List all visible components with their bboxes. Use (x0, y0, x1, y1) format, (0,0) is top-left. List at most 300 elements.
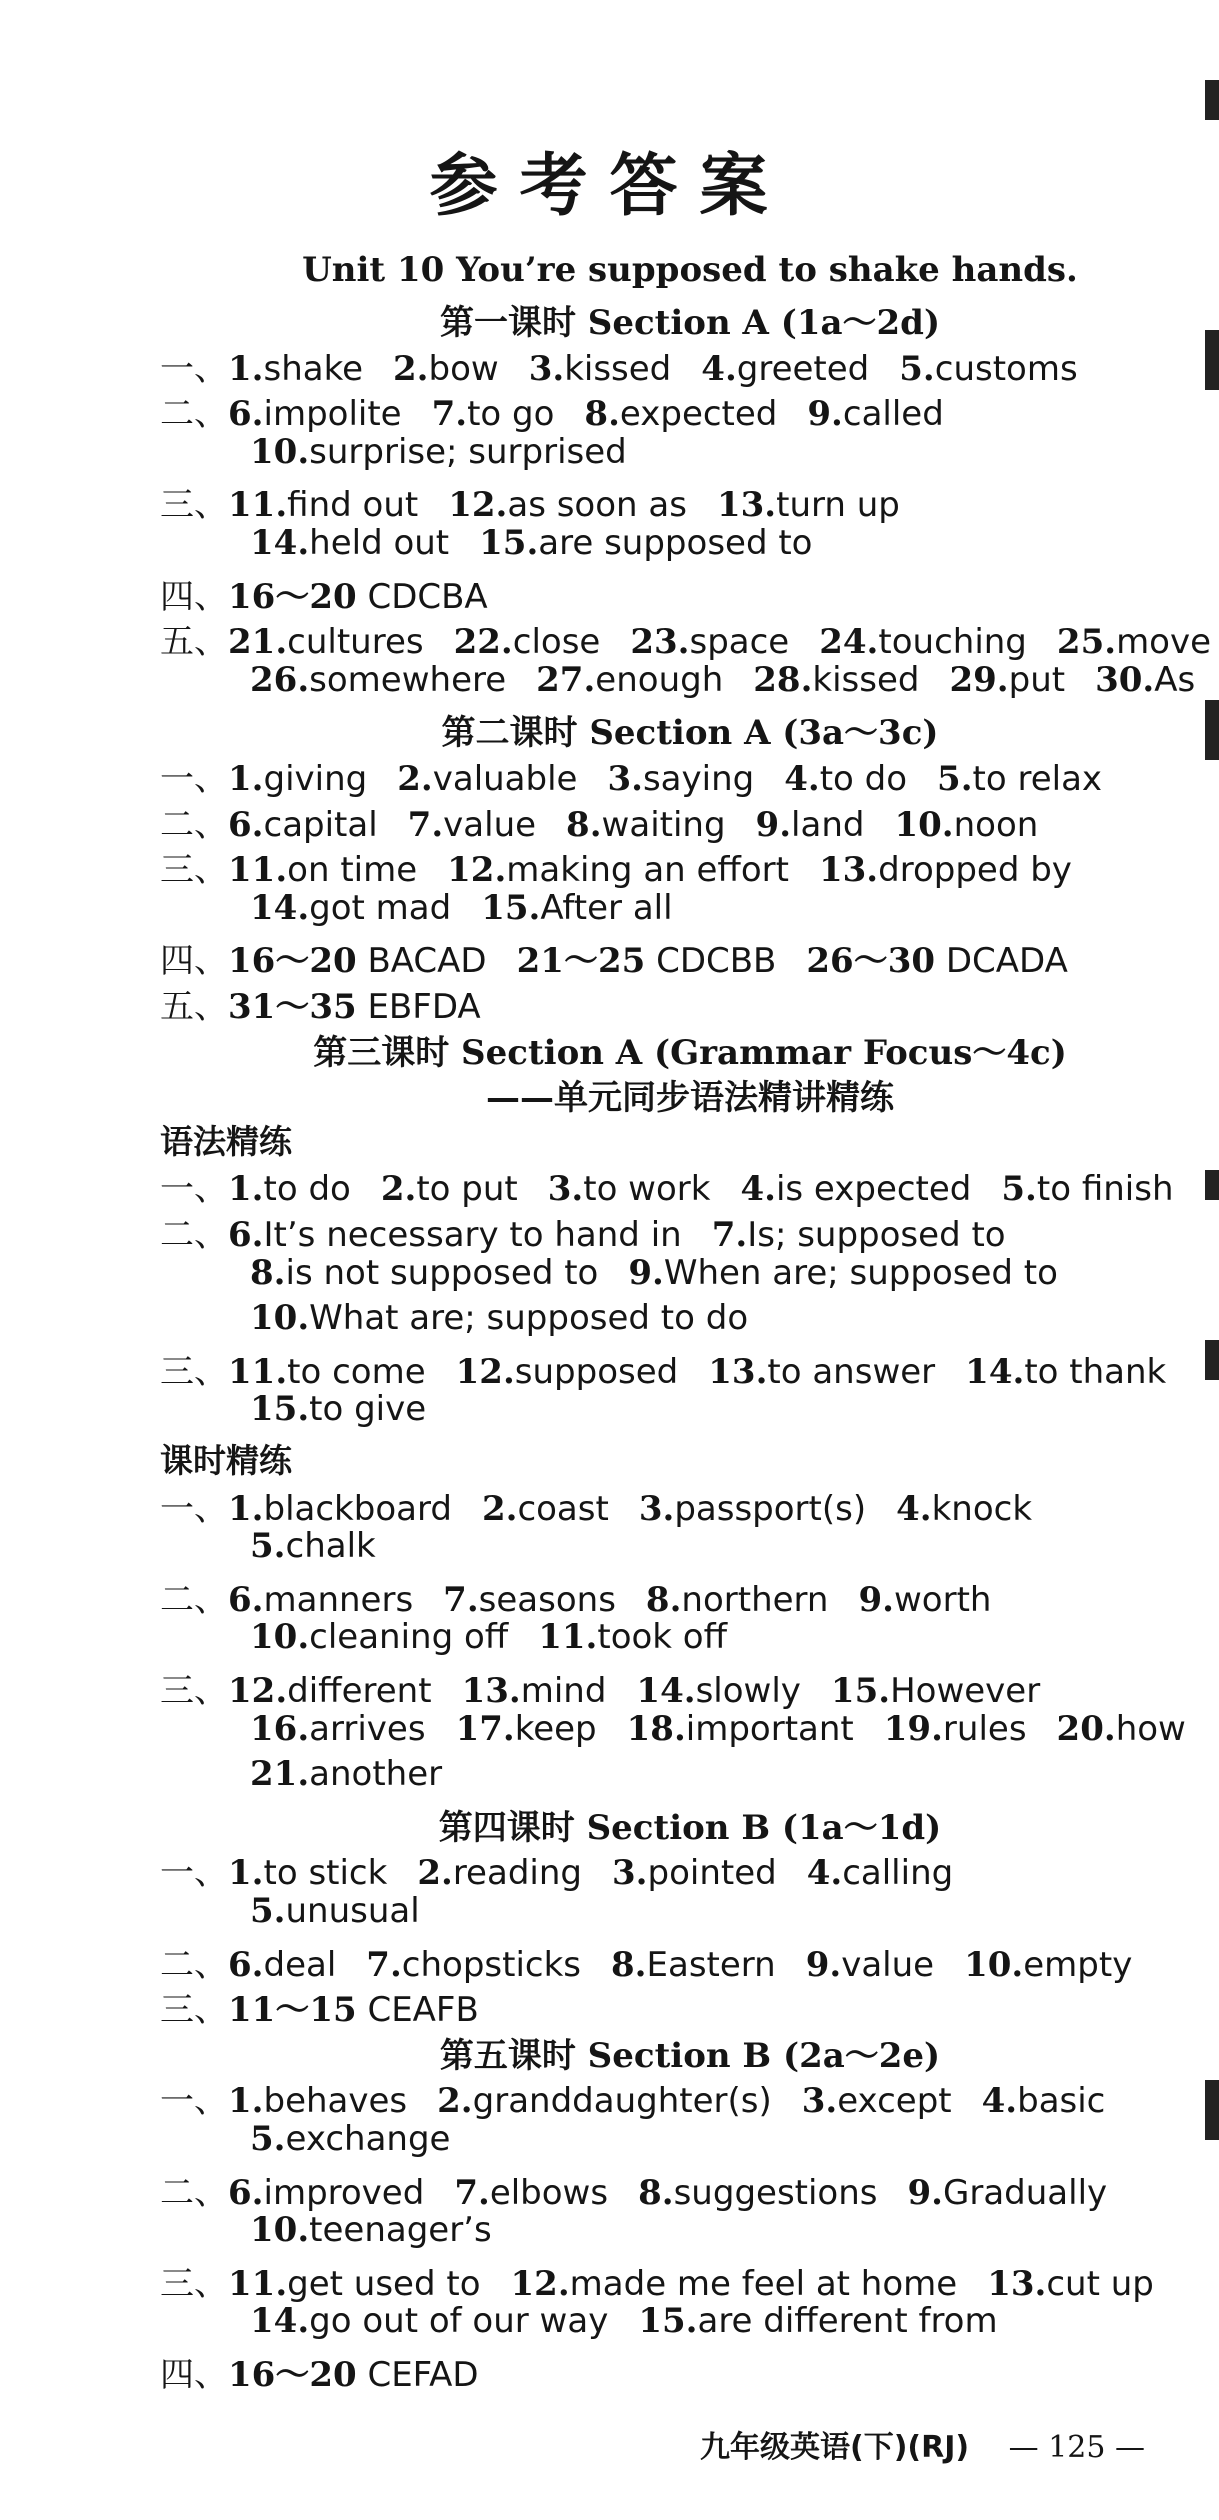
question-number: 9. (805, 1944, 842, 1985)
question-number: 6. (228, 1579, 264, 1620)
answer-row (160, 1207, 1036, 1256)
question-number: 9. (755, 804, 792, 845)
answer-item (228, 2173, 424, 2213)
answer-item (538, 1617, 727, 1657)
answer-text: worth (893, 1579, 992, 1620)
answer-text: manners (263, 1579, 414, 1620)
answer-text: to relax (972, 759, 1103, 799)
answer-row (160, 2347, 509, 2396)
answer-text: is expected (775, 1169, 972, 1210)
question-number: 12. (448, 485, 508, 526)
exercise-number: 三、 (160, 2263, 228, 2304)
answer-text: important (685, 1708, 854, 1749)
question-number: 3. (528, 348, 565, 389)
answer-text: CEAFB (356, 1990, 479, 2031)
answer-text: called (842, 394, 944, 435)
answer-item (1001, 1169, 1173, 1209)
answer-text: turn up (776, 485, 900, 526)
answer-item (250, 1891, 420, 1931)
answer-text: bow (428, 348, 499, 389)
question-number: 13. (461, 1671, 521, 1711)
exercise-number: 三、 (160, 1351, 228, 1392)
exercise-number: 一、 (160, 348, 228, 389)
answer-item (228, 485, 418, 525)
subsection-heading: 语法精练 (160, 1121, 292, 1161)
question-number: 11. (538, 1617, 598, 1658)
answer-row (160, 1982, 509, 2031)
exercise-number: 四、 (160, 2355, 228, 2395)
question-number: 15. (481, 887, 541, 928)
question-number: 31～35 (228, 987, 357, 1027)
question-number: 3. (547, 1169, 584, 1210)
section-heading: 第一课时 Section A (1a～2d) (439, 303, 941, 343)
answer-text: supposed (514, 1351, 679, 1392)
answer-text: to work (583, 1169, 711, 1210)
question-number: 12. (455, 1351, 515, 1392)
answer-text: to put (416, 1169, 518, 1210)
answer-item (858, 1580, 991, 1620)
answer-text: cleaning off (309, 1617, 509, 1658)
answer-row (160, 1481, 1062, 1530)
answer-row (250, 523, 842, 563)
answer-text: mind (520, 1671, 607, 1711)
answer-item (638, 2173, 877, 2213)
section-heading: 第五课时 Section B (2a～2e) (439, 2035, 941, 2076)
answer-item (250, 1709, 426, 1749)
answer-item (908, 2173, 1108, 2213)
question-number: 2. (380, 1169, 417, 1210)
answer-item (228, 1671, 432, 1711)
question-number: 26～30 (806, 941, 936, 982)
answer-row (250, 1709, 1216, 1749)
question-number: 15. (638, 2301, 698, 2342)
answer-item (250, 2210, 492, 2250)
exercise-number: 五、 (160, 987, 228, 1027)
adjacent-page-edge-mark (1205, 1340, 1219, 1380)
answer-item (228, 759, 367, 799)
answer-row (250, 1891, 450, 1931)
answer-item (228, 805, 378, 845)
question-number: 2. (397, 759, 433, 799)
question-number: 29. (949, 659, 1009, 700)
question-number: 5. (250, 1526, 286, 1567)
answer-item (381, 1169, 518, 1209)
footer-book-title: 九年级英语(下)(RJ) (700, 2430, 970, 2465)
section-heading: ——单元同步语法精讲精练 (486, 1078, 894, 1119)
answer-text: coast (517, 1488, 609, 1529)
answer-item (250, 2301, 608, 2341)
answer-item (250, 523, 449, 563)
answer-text: When are; supposed to (663, 1252, 1058, 1293)
answer-text: keep (514, 1708, 597, 1749)
answer-text: granddaughter(s) (472, 2081, 772, 2122)
answer-text: impolite (263, 394, 402, 435)
answer-item (228, 1580, 413, 1620)
answer-text: reading (452, 1853, 582, 1894)
answer-row (250, 2119, 480, 2159)
answer-item (250, 1754, 442, 1794)
answer-item (454, 622, 601, 662)
exercise-number: 二、 (160, 1944, 228, 1985)
answer-item (831, 1671, 1040, 1711)
answer-text: DCADA (935, 941, 1068, 982)
question-number: 4. (740, 1169, 776, 1210)
answer-row (160, 1845, 983, 1894)
answer-text: CDCBB (645, 941, 777, 982)
question-number: 4. (896, 1488, 932, 1529)
answer-text: chopsticks (401, 1944, 581, 1985)
question-number: 8. (611, 1944, 647, 1985)
answer-item (740, 1169, 971, 1209)
answer-row (250, 1617, 757, 1657)
answer-item (639, 1489, 866, 1529)
question-number: 30. (1095, 659, 1155, 700)
answer-item (937, 759, 1102, 799)
answer-text: EBFDA (356, 987, 481, 1027)
exercise-number: 一、 (160, 759, 228, 799)
answer-row (160, 979, 511, 1028)
answer-text: to thank (1024, 1351, 1167, 1392)
answer-text: kissed (564, 348, 672, 389)
answer-text: noon (953, 804, 1039, 845)
question-number: 20. (1056, 1708, 1116, 1749)
answer-row (160, 1937, 1162, 1986)
question-number: 6. (228, 1215, 264, 1255)
question-number: 14. (965, 1351, 1025, 1392)
answer-row (250, 1389, 456, 1429)
answer-item (806, 1945, 934, 1985)
answer-text: What are; supposed to do (309, 1298, 749, 1339)
answer-text: seasons (478, 1579, 616, 1620)
answer-item (250, 1526, 376, 1566)
answer-row (250, 1298, 778, 1338)
answer-text: BACAD (356, 941, 487, 982)
question-number: 21. (250, 1754, 310, 1795)
answer-text: elbows (489, 2172, 609, 2213)
answer-text: held out (309, 523, 450, 563)
answer-item (228, 2264, 481, 2304)
answer-row (160, 614, 1219, 663)
answer-item (228, 1945, 336, 1985)
question-number: 10. (250, 431, 310, 472)
question-number: 26. (250, 659, 310, 700)
question-number: 1. (228, 1853, 264, 1894)
question-number: 19. (883, 1708, 943, 1749)
answer-row (160, 2256, 1184, 2305)
answer-text: on time (287, 850, 418, 891)
question-number: 21. (228, 622, 288, 663)
answer-text: to do (263, 1169, 351, 1210)
answer-item (511, 2264, 958, 2304)
question-number: 5. (250, 1891, 286, 1931)
answer-item (701, 349, 869, 389)
question-number: 4. (701, 348, 737, 389)
adjacent-page-edge-mark (1205, 2080, 1219, 2140)
question-number: 9. (858, 1579, 894, 1620)
answer-row (160, 2073, 1135, 2122)
answer-text: pointed (647, 1853, 777, 1894)
answer-text: surprise; surprised (309, 431, 627, 472)
question-number: 7. (431, 394, 468, 435)
answer-text: rules (942, 1708, 1027, 1749)
answer-item (228, 933, 487, 982)
answer-item (228, 1215, 682, 1255)
answer-row (160, 477, 930, 526)
answer-text: basic (1017, 2081, 1106, 2122)
answer-item (448, 485, 687, 525)
question-number: 16～20 (228, 941, 357, 982)
adjacent-page-edge-mark (1205, 1170, 1219, 1200)
question-number: 16. (250, 1708, 310, 1749)
answer-item (964, 1945, 1132, 1985)
question-number: 15. (479, 523, 539, 563)
question-number: 17. (455, 1708, 515, 1749)
question-number: 11～15 (228, 1990, 357, 2031)
question-number: 14. (636, 1671, 696, 1711)
answer-row (160, 386, 974, 435)
question-number: 16～20 (228, 2355, 357, 2395)
answer-item (584, 394, 777, 434)
answer-item (753, 660, 919, 700)
answer-item (806, 933, 1067, 982)
exercise-number: 二、 (160, 1579, 228, 1620)
answer-text: cultures (287, 622, 424, 663)
question-number: 16～20 (228, 576, 357, 617)
question-number: 1. (228, 1169, 264, 1210)
answer-text: arrives (309, 1708, 426, 1749)
answer-item (949, 660, 1065, 700)
answer-item (432, 394, 555, 434)
answer-row (160, 1161, 1204, 1210)
answer-row (160, 569, 518, 618)
answer-item (250, 1298, 748, 1338)
answer-text: deal (263, 1944, 337, 1985)
unit-title: Unit 10 You’re supposed to shake hands. (302, 250, 1078, 290)
answer-text: capital (263, 804, 378, 845)
exercise-number: 三、 (160, 485, 228, 526)
exercise-number: 三、 (160, 1990, 228, 2031)
question-number: 8. (250, 1252, 286, 1293)
answer-item (807, 1853, 954, 1893)
answer-item (756, 805, 865, 845)
answer-item (536, 660, 723, 700)
answer-text: made me feel at home (569, 2263, 958, 2304)
adjacent-page-edge-mark (1205, 330, 1219, 390)
answer-text: is not supposed to (285, 1252, 599, 1293)
question-number: 9. (628, 1252, 664, 1293)
answer-text: dropped by (878, 850, 1072, 891)
answer-text: behaves (263, 2081, 408, 2122)
answer-text: empty (1023, 1944, 1133, 1985)
exercise-number: 三、 (160, 850, 228, 891)
answer-item (1057, 622, 1211, 662)
section-heading: 第三课时 Section A (Grammar Focus～4c) (313, 1032, 1067, 1073)
answer-item (250, 888, 451, 928)
answer-text: to come (287, 1351, 426, 1392)
question-number: 15. (830, 1671, 891, 1711)
page-footer (700, 2422, 1145, 2466)
answer-text: calling (842, 1853, 954, 1894)
answer-row (250, 888, 703, 928)
answer-item (250, 1617, 508, 1657)
answer-item (250, 1253, 598, 1293)
answer-text: giving (263, 759, 368, 799)
answer-item (228, 1352, 426, 1392)
answer-text: northern (681, 1579, 829, 1620)
section-heading: 第四课时 Section B (1a～1d) (438, 1807, 942, 1848)
answer-item (228, 394, 402, 434)
answer-item (393, 349, 499, 389)
answer-item (802, 2081, 952, 2121)
answer-text: somewhere (309, 659, 507, 700)
question-number: 11. (228, 1351, 288, 1392)
adjacent-page-edge-mark (1205, 700, 1219, 760)
question-number: 4. (981, 2081, 1018, 2122)
question-number: 6. (228, 1944, 264, 1985)
answer-row (250, 432, 657, 472)
question-number: 8. (645, 1579, 682, 1620)
answer-item (228, 850, 417, 890)
question-number: 6. (228, 804, 264, 845)
question-number: 11. (228, 2263, 288, 2304)
answer-item (481, 888, 672, 928)
question-number: 10. (894, 804, 954, 845)
answer-item (899, 349, 1077, 389)
answer-text: except (837, 2081, 952, 2122)
answer-text: suggestions (673, 2172, 878, 2213)
exercise-number: 三、 (160, 1671, 228, 1711)
answer-item (517, 933, 777, 982)
answer-row (160, 341, 1108, 390)
question-number: 12. (510, 2263, 570, 2304)
question-number: 10. (250, 1617, 310, 1658)
question-number: 8. (638, 2172, 674, 2213)
page-title: 参考答案 (429, 146, 790, 226)
answer-text: slowly (695, 1671, 801, 1711)
question-number: 2. (481, 1488, 518, 1529)
question-number: 27. (536, 659, 596, 700)
answer-item (607, 759, 754, 799)
answer-text: making an effort (506, 850, 789, 891)
answer-text: to answer (767, 1351, 936, 1392)
exercise-number: 二、 (160, 2172, 228, 2213)
answer-text: get used to (287, 2263, 481, 2304)
answer-row (160, 797, 1068, 846)
answer-text: After all (540, 887, 673, 928)
answer-row (250, 1253, 1088, 1293)
answer-item (456, 1352, 679, 1392)
answer-row (250, 1526, 406, 1566)
question-number: 2. (393, 348, 429, 389)
answer-item (250, 2119, 450, 2159)
answer-item (548, 1169, 711, 1209)
answer-text: to go (467, 394, 555, 435)
question-number: 7. (443, 1579, 479, 1620)
question-number: 4. (784, 759, 820, 799)
question-number: 6. (228, 394, 264, 435)
answer-text: move (1116, 622, 1212, 663)
answer-item (529, 349, 672, 389)
answer-item (437, 2081, 772, 2121)
question-number: 5. (250, 2119, 286, 2159)
answer-item (228, 569, 488, 618)
answer-item (894, 805, 1038, 845)
answer-text: However (890, 1671, 1041, 1711)
answer-item (228, 622, 424, 662)
answer-item (638, 2301, 997, 2341)
answer-text: Eastern (646, 1944, 776, 1985)
question-number: 11. (228, 850, 288, 891)
question-number: 13. (708, 1351, 768, 1392)
answer-text: space (689, 622, 790, 663)
answer-text: Is; supposed to (747, 1215, 1006, 1255)
adjacent-page-edge-mark (1205, 80, 1219, 120)
question-number: 13. (716, 485, 777, 526)
question-number: 5. (937, 759, 973, 799)
question-number: 7. (454, 2172, 490, 2213)
answer-row (160, 751, 1132, 800)
answer-item (228, 979, 481, 1028)
question-number: 12. (228, 1671, 288, 1711)
answer-item (482, 1489, 609, 1529)
question-number: 2. (417, 1853, 453, 1894)
exercise-number: 四、 (160, 941, 228, 982)
answer-item (228, 1489, 452, 1529)
answer-item (627, 1709, 854, 1749)
answer-text: took off (597, 1617, 728, 1658)
answer-item (228, 2347, 479, 2396)
answer-text: kissed (812, 659, 920, 700)
answer-item (228, 1169, 351, 1209)
answer-text: different (287, 1671, 432, 1711)
answer-text: improved (263, 2172, 425, 2213)
answer-item (896, 1489, 1032, 1529)
answer-text: CEFAD (356, 2355, 479, 2395)
answer-item (630, 622, 789, 662)
question-number: 28. (753, 659, 813, 700)
question-number: 8. (584, 394, 620, 435)
answer-row (160, 1572, 1021, 1621)
answer-item (646, 1580, 829, 1620)
answer-item (566, 805, 726, 845)
answer-text: are different from (697, 2301, 998, 2342)
answer-text: are supposed to (538, 523, 813, 563)
answer-item (417, 1853, 582, 1893)
question-number: 7. (711, 1215, 748, 1255)
answer-row (250, 660, 1219, 700)
answer-item (228, 1982, 479, 2031)
question-number: 9. (907, 2172, 943, 2213)
answer-item (712, 1215, 1006, 1255)
answer-text: to stick (263, 1853, 388, 1894)
question-number: 1. (228, 1488, 264, 1529)
answer-text: knock (931, 1488, 1033, 1529)
question-number: 3. (638, 1488, 675, 1529)
answer-item (228, 1853, 387, 1893)
answer-item (708, 1352, 935, 1392)
answer-text: shake (263, 348, 363, 389)
question-number: 14. (250, 887, 310, 928)
answer-text: It’s necessary to hand in (263, 1215, 682, 1255)
answer-text: waiting (601, 804, 726, 845)
answer-item (447, 850, 789, 890)
answer-text: how (1115, 1708, 1186, 1749)
exercise-number: 二、 (160, 394, 228, 435)
question-number: 3. (607, 759, 643, 799)
answer-text: got mad (309, 887, 452, 928)
answer-text: to do (819, 759, 908, 799)
question-number: 1. (228, 2081, 264, 2122)
